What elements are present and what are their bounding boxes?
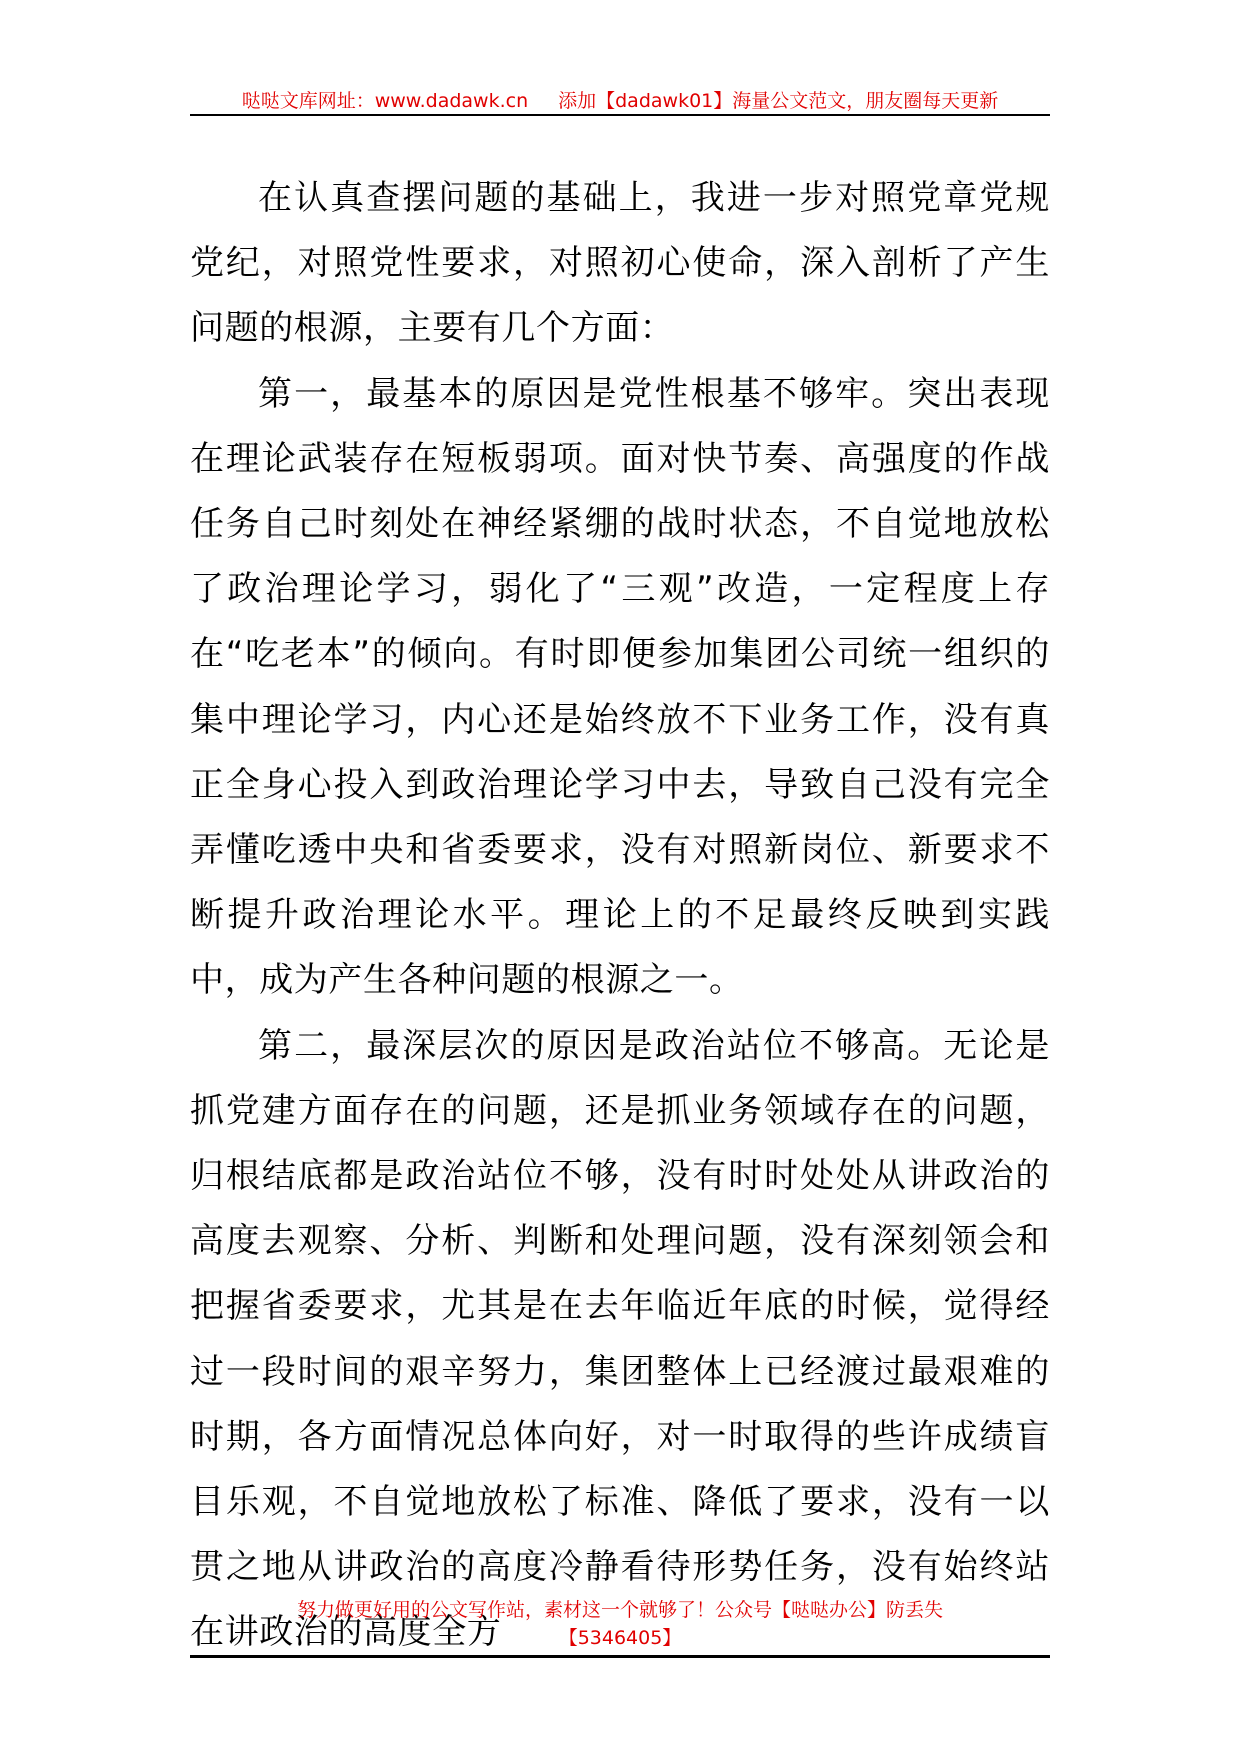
footer-line-1: 努力做更好用的公文写作站，素材这一个就够了！公众号【哒哒办公】防丢失 <box>296 1599 943 1621</box>
footer-line-2: 【5346405】 <box>558 1627 682 1649</box>
paragraph-intro: 在认真查摆问题的基础上，我进一步对照党章党规党纪，对照党性要求，对照初心使命，深入剖析了产生问题的根源，主要有几个方面： <box>190 178 1050 349</box>
header-site-link[interactable]: 哒哒文库网址：www.dadawk.cn <box>241 90 529 112</box>
header-promo-text: 添加【dadawk01】海量公文范文，朋友圈每天更新 <box>558 90 999 112</box>
document-body <box>190 166 1050 1666</box>
header-divider <box>190 114 1050 116</box>
page-header <box>190 86 1050 116</box>
page-footer <box>190 1596 1050 1652</box>
footer-divider <box>190 1655 1050 1658</box>
paragraph-first-reason: 第一，最基本的原因是党性根基不够牢。突出表现在理论武装存在短板弱项。面对快节奏、高强度的作战任务自己时刻处在神经紧绷的战时状态，不自觉地放松了政治理论学习，弱化了“三观”改造，一定程度上存在“吃老本”的倾向。有时即便参加集团公司统一组织的集中理论学习，内心还是始终放不下业务工作，没有真正全身心投入到政治理论学习中去，导致自己没有完全弄懂吃透中央和省委要求，没有对照新岗位、新要求不断提升政治理论水平。理论上的不足最终反映到实践中，成为产生各种问题的根源之一。 <box>190 373 1050 1001</box>
paragraph-second-reason: 第二，最深层次的原因是政治站位不够高。无论是抓党建方面存在的问题，还是抓业务领域存在的问题，归根结底都是政治站位不够，没有时时处处从讲政治的高度去观察、分析、判断和处理问题，没有深刻领会和把握省委要求，尤其是在去年临近年底的时候，觉得经过一段时间的艰辛努力，集团整体上已经渡过最艰难的时期，各方面情况总体向好，对一时取得的些许成绩盲目乐观，不自觉地放松了标准、降低了要求，没有一以贯之地从讲政治的高度冷静看待形势任务，没有始终站在讲政治的高度全方 <box>190 1025 1050 1653</box>
